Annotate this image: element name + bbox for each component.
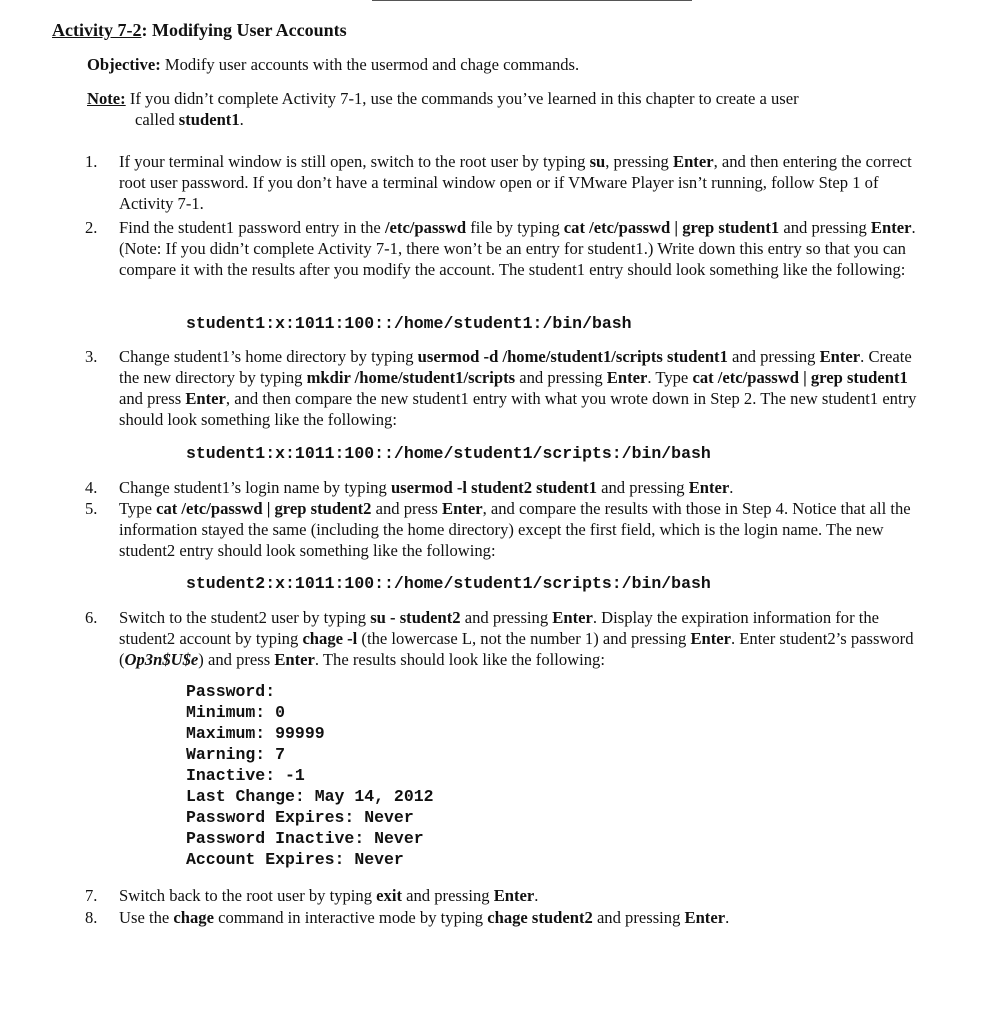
step-text: Switch back to the root user by typing exit and pressing Enter. [119,886,539,905]
step-text: Switch to the student2 user by typing su - student2 and pressing Enter. Display the expiration information for the student2 account by typing chage -l (the lowercase L, not the number 1) and pressing Enter. Enter student2’s password (Op3n$U$e) and press Enter. The results should look like the following: [119,608,914,669]
step-8 [85,907,930,928]
step-number: 5. [85,499,98,518]
note-label: Note: [87,89,126,108]
activity-number: Activity 7-2 [52,20,142,40]
output-line: Password: [186,682,276,701]
step-5 [85,498,930,561]
step-3 [85,346,930,430]
step-text: Change student1’s login name by typing usermod -l student2 student1 and pressing Enter. [119,478,734,497]
step-text: Change student1’s home directory by typing usermod -d /home/student1/scripts student1 and pressing Enter. Create the new directory by typing mkdir /home/student1/scripts and pressing Enter. Type cat /etc/passwd | grep student1 and press Enter, and then compare the new student1 entry with what you wrote down in Step 2. The new student1 entry should look something like the following: [119,347,917,429]
step-number: 7. [85,886,98,905]
objective-text: Modify user accounts with the usermod and chage commands. [160,55,580,74]
step-number: 6. [85,608,98,627]
note-line2 [87,109,897,130]
step-number: 3. [85,347,98,366]
step-text: Type cat /etc/passwd | grep student2 and press Enter, and compare the results with those in Step 4. Notice that all the information stayed the same (including the home directory) except the first field, which is the login name. The new student2 entry should look something like the following: [119,499,911,560]
output-line: Account Expires: Never [186,850,404,869]
code-student1-entry: student1:x:1011:100::/home/student1:/bin/bash [186,314,632,333]
output-line: Warning: 7 [186,745,286,764]
output-line: Maximum: 99999 [186,724,325,743]
step-4 [85,477,930,498]
step-text: Use the chage command in interactive mode by typing chage student2 and pressing Enter. [119,908,730,927]
step-1 [85,151,930,214]
code-student2-entry: student2:x:1011:100::/home/student1/scripts:/bin/bash [186,574,711,593]
step-number: 8. [85,908,98,927]
objective [87,54,579,75]
step-number: 1. [85,152,98,171]
step-text: If your terminal window is still open, switch to the root user by typing su, pressing Enter, and then entering the correct root user password. If you don’t have a terminal window open or if VMware Player isn’t running, follow Step 1 of Activity 7-1. [119,152,912,213]
note-period: . [239,110,244,129]
activity-title [52,20,347,41]
output-line: Password Expires: Never [186,808,414,827]
output-line: Minimum: 0 [186,703,286,722]
code-student1-scripts-entry: student1:x:1011:100::/home/student1/scripts:/bin/bash [186,444,711,463]
chage-output [186,681,434,870]
note-text-line1: If you didn’t complete Activity 7-1, use the commands you’ve learned in this chapter to create a user [125,89,799,108]
step-7 [85,885,930,906]
note-username: student1 [178,110,240,129]
objective-label: Objective: [87,55,161,74]
step-text: Find the student1 password entry in the /etc/passwd file by typing cat /etc/passwd | grep student1 and pressing Enter. (Note: If you didn’t complete Activity 7-1, there won’t be an entry for student1.) Write down this entry so that you can compare it with the results after you modify the account. The student1 entry should look something like the following: [119,218,916,279]
note [87,88,897,130]
output-line: Last Change: May 14, 2012 [186,787,434,806]
activity-title-text: : Modifying User Accounts [141,20,347,40]
step-number: 4. [85,478,98,497]
step-number: 2. [85,218,98,237]
output-line: Inactive: -1 [186,766,305,785]
output-line: Password Inactive: Never [186,829,424,848]
note-text-called: called [135,110,179,129]
step-6 [85,607,930,670]
step-2 [85,217,930,301]
top-border-line [372,0,692,1]
